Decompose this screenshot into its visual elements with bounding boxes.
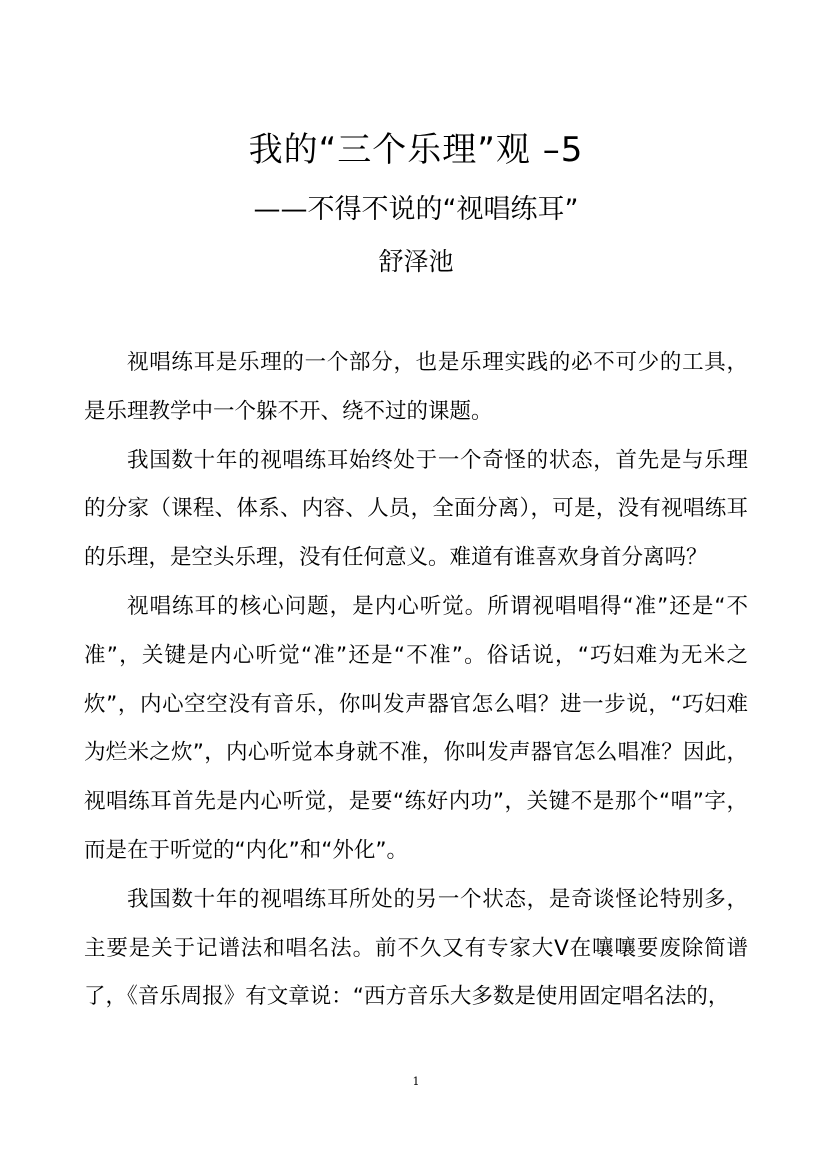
paragraph: 我国数十年的视唱练耳始终处于一个奇怪的状态，首先是与乐理的分家（课程、体系、内容、人员，全面分离），可是，没有视唱练耳的乐理，是空头乐理，没有任何意义。难道有谁喜欢身首分离吗？ <box>84 447 748 571</box>
document-title: 我的“三个乐理”观 –5 <box>248 130 584 170</box>
document-subtitle: ——不得不说的“视唱练耳” <box>253 194 579 225</box>
paragraph: 我国数十年的视唱练耳所处的另一个状态，是奇谈怪论特别多，主要是关于记谱法和唱名法。前不久又有专家大V在嚷嚷要废除简谱了，《音乐周报》有文章说：“西方音乐大多数是使用固定唱名法的， <box>84 886 748 1010</box>
paragraph: 视唱练耳的核心问题，是内心听觉。所谓视唱唱得“准”还是“不准”，关键是内心听觉“准”还是“不准”。俗话说，“巧妇难为无米之炊”，内心空空没有音乐，你叫发声器官怎么唱？进一步说，“巧妇难为烂米之炊”，内心听觉本身就不准，你叫发声器官怎么唱准？因此，视唱练耳首先是内心听觉，是要“练好内功”，关键不是那个“唱”字，而是在于听觉的“内化”和“外化”。 <box>84 593 748 863</box>
paragraph: 视唱练耳是乐理的一个部分，也是乐理实践的必不可少的工具，是乐理教学中一个躲不开、绕不过的课题。 <box>84 350 748 424</box>
author-name: 舒泽池 <box>378 247 454 276</box>
page-number: 1 <box>412 1075 420 1088</box>
body-text <box>84 339 748 1022</box>
